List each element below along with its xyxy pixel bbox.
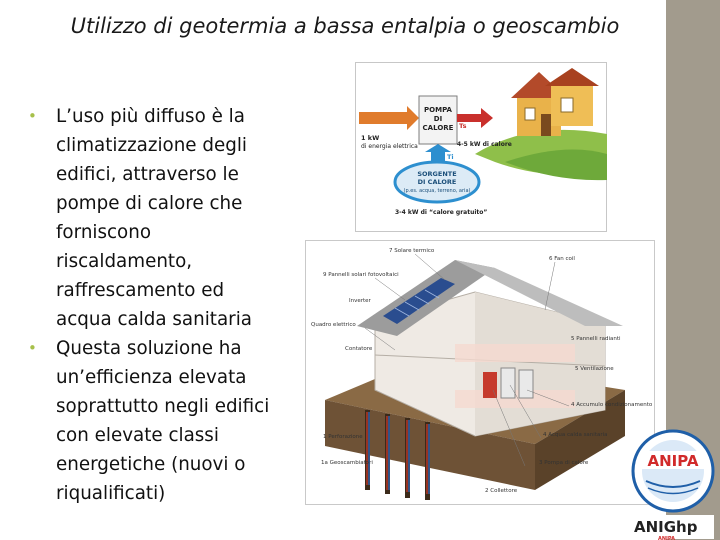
bullet-item <box>24 334 274 508</box>
diagram-label: Contatore <box>345 346 373 352</box>
buffer-tank <box>519 370 533 398</box>
anipa-brand-text: ANIPA <box>647 452 699 470</box>
anighp-tag-text: ANIPA <box>658 536 675 540</box>
diagram-label: 1a Geoscambiatori <box>321 460 373 466</box>
ts-label: Ts <box>459 122 467 130</box>
free-heat-label: 3-4 kW di “calore gratuito” <box>395 209 488 216</box>
diagram-label: 7 Solare termico <box>389 248 435 254</box>
slide-title: Utilizzo di geotermia a bassa entalpia o geoscambio <box>70 14 620 38</box>
energy-label: 1 kW <box>361 134 380 142</box>
source-sublabel: (p.es. acqua, terreno, aria) <box>403 188 471 194</box>
diagram-label: 3 Pompa di calore <box>539 460 589 466</box>
source-label: DI CALORE <box>417 178 457 186</box>
diagram-label: 9 Pannelli solari fotovoltaici <box>323 272 399 278</box>
hot-water-tank <box>501 368 515 398</box>
bullet-text: Questa soluzione ha un’efficienza elevata soprattutto negli edifici con elevate classi energetiche (nuovi o riqualificati) <box>56 338 270 504</box>
bullet-marker-icon: • <box>28 107 37 125</box>
pump-label: DI <box>433 115 443 123</box>
bullet-marker-icon: • <box>28 339 37 357</box>
diagram-label: 1 Perforazione <box>323 434 363 440</box>
bullet-text: L’uso più diffuso è la climatizzazione degli edifici, attraverso le pompe di calore che forniscono riscaldamento, raffrescamento ed acqua calda sanitaria <box>56 106 252 330</box>
energy-sublabel: di energia elettrica <box>361 143 418 150</box>
diagram-label: 2 Collettore <box>485 488 518 494</box>
geothermal-house-diagram <box>305 240 655 505</box>
heat-pump-diagram <box>355 62 607 232</box>
diagram-label: 4 Accumulo condizionamento <box>571 402 653 408</box>
anipa-logo <box>628 425 718 540</box>
bullet-list <box>24 102 274 508</box>
diagram-label: 5 Ventilazione <box>575 366 614 372</box>
output-label: 4-5 kW di calore <box>457 141 512 148</box>
pump-label: CALORE <box>422 124 454 132</box>
diagram-label: 5 Pannelli radianti <box>571 336 621 342</box>
diagram-label: 6 Fan coil <box>549 256 575 262</box>
anighp-brand-text: ANIGhp <box>634 518 698 536</box>
diagram-label: Quadro elettrico <box>311 322 356 328</box>
source-label: SORGENTE <box>417 170 457 178</box>
bullet-item <box>24 102 274 334</box>
ti-label: Ti <box>447 153 454 161</box>
diagram-label: 4 Acqua calda sanitaria <box>543 432 608 438</box>
pump-label: POMPA <box>424 106 452 114</box>
diagram-label: Inverter <box>349 298 371 304</box>
